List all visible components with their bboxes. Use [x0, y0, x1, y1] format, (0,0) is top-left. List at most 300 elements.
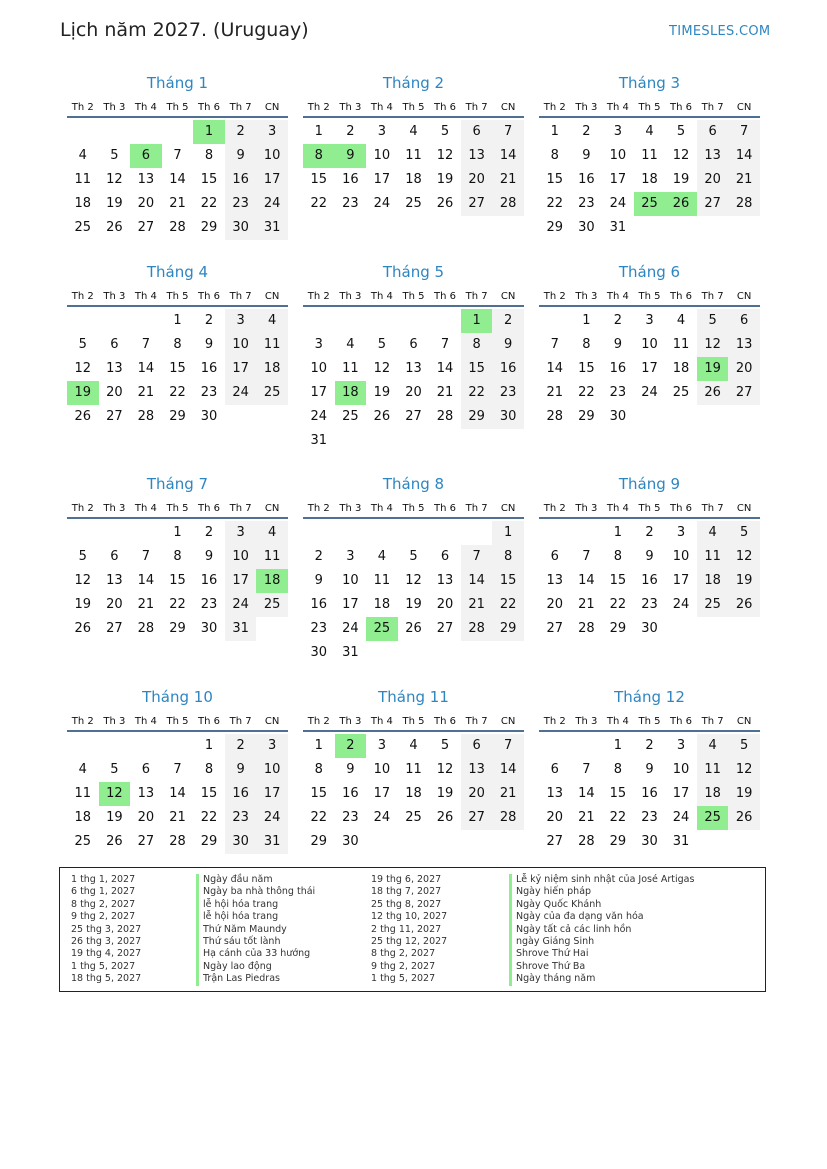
month-title: Tháng 6: [618, 263, 681, 281]
day-cell: 6: [409, 337, 418, 352]
legend-date: 8 thg 2, 2027: [371, 948, 436, 960]
day-cell: 23: [578, 196, 595, 211]
day-cell: 7: [492, 120, 524, 144]
day-cell: 24: [256, 192, 288, 216]
day-cell: 29: [310, 834, 328, 849]
weekday-header: [539, 499, 760, 519]
day-cell: 28: [546, 409, 564, 424]
day-cell: 26: [405, 621, 422, 636]
day-cell: 26: [106, 834, 123, 849]
day-cell: 13: [697, 144, 729, 168]
day-cell: 30: [200, 409, 218, 424]
weekday-label: Th 6: [434, 101, 457, 113]
page-title: Lịch năm 2027. (Uruguay): [60, 19, 309, 41]
day-cell: 18: [74, 810, 92, 825]
day-cell: 27: [137, 834, 155, 849]
day-cell: 12: [373, 361, 391, 376]
day-cell: 27: [137, 220, 155, 235]
day-cell: 10: [672, 762, 690, 777]
day-cell: 5: [697, 309, 729, 333]
weekday-label: Th 2: [543, 290, 566, 302]
day-cell: 15: [546, 172, 564, 187]
weekday-label: Th 4: [606, 290, 629, 302]
day-cell: 6: [110, 549, 119, 564]
day-cell: 17: [225, 357, 257, 381]
legend-date: 1 thg 5, 2027: [371, 973, 436, 985]
day-cell: 14: [546, 361, 564, 376]
weekday-label: Th 5: [638, 502, 661, 514]
day-cell: 24: [342, 621, 359, 636]
day-cell: 26: [436, 810, 454, 825]
day-cell: 18: [641, 172, 658, 187]
day-cell: 19: [106, 196, 123, 211]
empty-cell: [162, 734, 194, 758]
day-cell: 19: [67, 381, 99, 405]
month-block: [67, 73, 288, 240]
day-cell: 23: [310, 621, 328, 636]
day-cell: 27: [405, 409, 422, 424]
day-cell: 2: [645, 738, 654, 753]
day-cell: 18: [335, 381, 367, 405]
day-cell: 26: [106, 220, 123, 235]
empty-cell: [162, 120, 194, 144]
weekday-label: Th 7: [465, 502, 488, 514]
day-cell: 13: [137, 786, 155, 801]
empty-cell: [99, 521, 131, 545]
day-cell: 1: [193, 120, 225, 144]
day-cell: 30: [492, 405, 524, 429]
weekday-label: CN: [500, 502, 516, 514]
day-cell: 5: [728, 521, 760, 545]
day-cell: 30: [641, 834, 658, 849]
day-cell: 8: [582, 337, 591, 352]
day-cell: 22: [200, 196, 218, 211]
month-title: Tháng 1: [146, 74, 209, 92]
day-cell: 3: [645, 313, 654, 328]
legend-holiday-name: Shrove Thứ Ba: [509, 961, 585, 973]
empty-cell: [67, 309, 99, 333]
day-cell: 10: [641, 337, 658, 352]
day-cell: 2: [204, 525, 214, 540]
day-grid: [539, 309, 760, 429]
day-cell: 13: [137, 172, 155, 187]
day-cell: 30: [578, 220, 595, 235]
weekday-label: Th 6: [670, 502, 693, 514]
empty-cell: [130, 734, 162, 758]
brand-link[interactable]: TIMESLES.COM: [669, 24, 771, 39]
day-cell: 14: [169, 172, 186, 187]
weekday-label: Th 6: [198, 101, 221, 113]
weekday-label: Th 3: [339, 715, 362, 727]
empty-cell: [398, 309, 430, 333]
day-cell: 21: [461, 593, 493, 617]
weekday-header: [303, 98, 524, 118]
day-cell: 19: [405, 597, 422, 612]
day-cell: 28: [137, 409, 155, 424]
legend-date: 2 thg 11, 2027: [371, 923, 442, 935]
day-cell: 19: [373, 385, 391, 400]
empty-cell: [539, 521, 571, 545]
weekday-label: Th 7: [229, 502, 252, 514]
day-cell: 25: [405, 196, 422, 211]
day-cell: 23: [225, 806, 257, 830]
empty-cell: [99, 120, 131, 144]
day-cell: 10: [672, 549, 690, 564]
day-cell: 10: [310, 361, 328, 376]
day-cell: 16: [641, 573, 658, 588]
day-cell: 4: [697, 734, 729, 758]
weekday-label: Th 5: [166, 502, 189, 514]
day-cell: 17: [609, 172, 627, 187]
day-cell: 13: [106, 361, 123, 376]
weekday-label: CN: [264, 101, 280, 113]
day-cell: 29: [609, 834, 627, 849]
day-cell: 20: [461, 782, 493, 806]
legend-date: 8 thg 2, 2027: [71, 898, 136, 910]
day-cell: 16: [225, 782, 257, 806]
empty-cell: [303, 521, 335, 545]
day-cell: 21: [492, 168, 524, 192]
day-cell: 18: [672, 361, 690, 376]
day-cell: 19: [697, 357, 729, 381]
day-cell: 28: [169, 220, 186, 235]
day-cell: 4: [346, 337, 355, 352]
weekday-label: Th 6: [670, 715, 693, 727]
day-cell: 14: [578, 573, 595, 588]
day-grid: [67, 120, 288, 240]
day-cell: 9: [613, 337, 623, 352]
legend-holiday-name: Ngày của đa dạng văn hóa: [509, 911, 644, 923]
empty-cell: [366, 309, 398, 333]
legend-date: 25 thg 8, 2027: [371, 898, 442, 910]
day-cell: 30: [342, 834, 359, 849]
day-cell: 9: [225, 144, 257, 168]
day-cell: 29: [492, 617, 524, 641]
day-cell: 24: [225, 381, 257, 405]
day-cell: 23: [342, 196, 359, 211]
day-cell: 27: [697, 192, 729, 216]
weekday-label: Th 4: [606, 715, 629, 727]
day-cell: 17: [342, 597, 359, 612]
weekday-label: Th 3: [339, 290, 362, 302]
weekday-label: Th 4: [370, 715, 393, 727]
weekday-header: [67, 287, 288, 307]
weekday-header: [303, 712, 524, 732]
empty-cell: [539, 309, 571, 333]
weekday-label: Th 4: [134, 502, 157, 514]
day-cell: 28: [492, 806, 524, 830]
day-cell: 9: [346, 762, 355, 777]
day-cell: 3: [256, 120, 288, 144]
legend-date: 1 thg 5, 2027: [71, 960, 136, 972]
day-cell: 10: [609, 148, 627, 163]
day-cell: 6: [461, 120, 493, 144]
day-cell: 28: [728, 192, 760, 216]
legend-date: 12 thg 10, 2027: [371, 911, 448, 923]
day-cell: 11: [697, 758, 729, 782]
day-cell: 17: [256, 168, 288, 192]
day-cell: 10: [256, 758, 288, 782]
weekday-label: CN: [736, 502, 752, 514]
day-cell: 12: [99, 782, 131, 806]
day-cell: 3: [346, 549, 355, 564]
legend-date: 18 thg 7, 2027: [371, 886, 442, 898]
day-cell: 25: [74, 220, 92, 235]
day-cell: 1: [613, 738, 623, 753]
day-cell: 30: [200, 621, 218, 636]
day-cell: 27: [546, 834, 564, 849]
day-cell: 28: [137, 621, 155, 636]
weekday-label: Th 3: [575, 502, 598, 514]
day-cell: 14: [492, 758, 524, 782]
weekday-header: [303, 499, 524, 519]
legend-date: 26 thg 3, 2027: [71, 936, 142, 947]
day-cell: 25: [405, 810, 422, 825]
empty-cell: [99, 734, 131, 758]
weekday-label: Th 7: [229, 715, 252, 727]
weekday-label: Th 7: [465, 715, 488, 727]
weekday-header: [67, 499, 288, 519]
day-cell: 23: [641, 597, 658, 612]
day-cell: 20: [436, 597, 454, 612]
weekday-label: CN: [500, 715, 516, 727]
day-grid: [539, 120, 760, 240]
day-cell: 15: [310, 786, 328, 801]
day-cell: 1: [492, 521, 524, 545]
weekday-label: Th 4: [134, 715, 157, 727]
month-block: [539, 687, 760, 854]
day-cell: 11: [74, 172, 92, 187]
day-cell: 12: [405, 573, 422, 588]
day-cell: 25: [256, 593, 288, 617]
month-title: Tháng 2: [382, 74, 445, 92]
day-cell: 3: [225, 309, 257, 333]
legend-date: 25 thg 3, 2027: [71, 923, 142, 935]
day-cell: 14: [728, 144, 760, 168]
weekday-label: Th 2: [71, 101, 94, 113]
day-cell: 27: [728, 381, 760, 405]
day-cell: 24: [225, 593, 257, 617]
day-cell: 31: [609, 220, 627, 235]
day-cell: 13: [461, 758, 493, 782]
weekday-label: Th 5: [402, 290, 425, 302]
empty-cell: [130, 120, 162, 144]
day-cell: 8: [173, 549, 182, 564]
day-cell: 2: [225, 120, 257, 144]
day-cell: 3: [377, 738, 387, 753]
weekday-label: Th 2: [543, 502, 566, 514]
day-cell: 6: [440, 549, 450, 564]
day-cell: 30: [225, 216, 257, 240]
month-title: Tháng 8: [382, 475, 445, 493]
day-cell: 15: [609, 786, 627, 801]
legend-holiday-name: Ngày tất cả các linh hồn: [509, 924, 631, 936]
weekday-label: CN: [500, 290, 516, 302]
day-cell: 27: [106, 409, 123, 424]
legend-date: 19 thg 4, 2027: [71, 948, 142, 960]
month-title: Tháng 9: [618, 475, 681, 493]
legend-holiday-name: ngày Giáng Sinh: [509, 936, 594, 948]
day-grid: [539, 734, 760, 854]
legend-holiday-name: Ngày đầu năm: [196, 874, 273, 886]
weekday-label: Th 7: [229, 290, 252, 302]
weekday-label: Th 5: [166, 101, 189, 113]
weekday-label: Th 5: [402, 101, 425, 113]
day-cell: 29: [461, 405, 493, 429]
day-grid: [303, 734, 524, 854]
day-cell: 22: [546, 196, 564, 211]
day-cell: 22: [609, 810, 627, 825]
day-cell: 7: [173, 762, 182, 777]
day-cell: 26: [697, 381, 729, 405]
day-cell: 9: [645, 549, 654, 564]
day-cell: 4: [676, 313, 686, 328]
day-cell: 1: [173, 313, 182, 328]
day-cell: 15: [200, 786, 218, 801]
day-cell: 13: [728, 333, 760, 357]
day-cell: 12: [74, 361, 92, 376]
weekday-label: Th 4: [134, 101, 157, 113]
day-cell: 23: [609, 385, 627, 400]
day-cell: 18: [697, 782, 729, 806]
day-cell: 16: [200, 361, 218, 376]
day-cell: 1: [550, 124, 559, 139]
day-cell: 17: [672, 573, 690, 588]
day-cell: 21: [436, 385, 454, 400]
day-cell: 22: [169, 597, 186, 612]
legend-holiday-name: Thứ sáu tốt lành: [196, 936, 280, 948]
day-cell: 18: [256, 357, 288, 381]
day-cell: 2: [225, 734, 257, 758]
day-cell: 20: [461, 168, 493, 192]
day-cell: 3: [676, 525, 686, 540]
empty-cell: [130, 309, 162, 333]
day-cell: 4: [409, 124, 418, 139]
weekday-label: Th 2: [307, 101, 330, 113]
day-cell: 15: [200, 172, 218, 187]
day-cell: 8: [204, 148, 214, 163]
weekday-label: Th 5: [638, 290, 661, 302]
day-cell: 5: [728, 734, 760, 758]
weekday-label: Th 5: [402, 502, 425, 514]
day-cell: 23: [342, 810, 359, 825]
day-cell: 25: [672, 385, 690, 400]
day-cell: 9: [314, 573, 323, 588]
day-cell: 6: [728, 309, 760, 333]
day-cell: 8: [613, 762, 623, 777]
legend-holiday-name: Ngày ba nhà thông thái: [196, 886, 315, 898]
legend-holiday-name: Hạ cánh của 33 hướng: [196, 948, 310, 960]
day-cell: 2: [346, 124, 355, 139]
day-cell: 21: [169, 810, 186, 825]
weekday-label: Th 4: [370, 502, 393, 514]
day-cell: 18: [405, 786, 422, 801]
day-cell: 3: [225, 521, 257, 545]
day-cell: 11: [641, 148, 658, 163]
month-title: Tháng 5: [382, 263, 445, 281]
day-cell: 13: [405, 361, 422, 376]
day-cell: 17: [256, 782, 288, 806]
day-cell: 16: [609, 361, 627, 376]
day-cell: 26: [74, 409, 92, 424]
day-cell: 5: [110, 148, 119, 163]
day-cell: 14: [461, 569, 493, 593]
day-cell: 20: [106, 597, 123, 612]
day-cell: 29: [169, 621, 186, 636]
day-cell: 4: [78, 762, 87, 777]
day-cell: 20: [106, 385, 123, 400]
day-cell: 27: [461, 806, 493, 830]
empty-cell: [571, 734, 603, 758]
day-cell: 9: [225, 758, 257, 782]
day-cell: 16: [200, 573, 218, 588]
day-cell: 20: [546, 597, 564, 612]
day-cell: 9: [335, 144, 367, 168]
weekday-label: Th 5: [166, 715, 189, 727]
legend-holiday-name: Ngày hiến pháp: [509, 886, 591, 898]
day-grid: [67, 521, 288, 641]
day-cell: 31: [256, 216, 288, 240]
legend-holiday-name: Ngày tháng năm: [509, 973, 595, 985]
day-cell: 8: [314, 762, 323, 777]
day-cell: 24: [672, 597, 690, 612]
day-cell: 15: [492, 569, 524, 593]
weekday-label: Th 2: [307, 290, 330, 302]
day-cell: 17: [225, 569, 257, 593]
day-cell: 25: [342, 409, 359, 424]
day-cell: 30: [609, 409, 627, 424]
day-cell: 22: [578, 385, 595, 400]
day-cell: 19: [436, 786, 454, 801]
day-cell: 23: [492, 381, 524, 405]
weekday-label: CN: [264, 715, 280, 727]
day-cell: 9: [492, 333, 524, 357]
day-grid: [303, 521, 524, 665]
day-cell: 11: [405, 762, 422, 777]
day-cell: 6: [130, 144, 162, 168]
weekday-label: Th 4: [606, 502, 629, 514]
day-cell: 16: [492, 357, 524, 381]
legend-holiday-name: Lễ kỷ niệm sinh nhật của José Artigas: [509, 874, 694, 886]
day-cell: 6: [697, 120, 729, 144]
weekday-label: Th 2: [71, 502, 94, 514]
empty-cell: [429, 309, 461, 333]
day-cell: 16: [310, 597, 328, 612]
day-cell: 10: [373, 148, 391, 163]
day-cell: 29: [169, 409, 186, 424]
day-cell: 28: [461, 617, 493, 641]
day-cell: 25: [74, 834, 92, 849]
day-cell: 21: [728, 168, 760, 192]
day-cell: 25: [697, 593, 729, 617]
day-cell: 29: [200, 834, 218, 849]
weekday-label: Th 3: [103, 101, 126, 113]
day-cell: 18: [697, 569, 729, 593]
day-cell: 16: [641, 786, 658, 801]
weekday-label: CN: [736, 715, 752, 727]
day-cell: 22: [609, 597, 627, 612]
legend-date: 25 thg 12, 2027: [371, 936, 448, 947]
empty-cell: [335, 521, 367, 545]
day-cell: 11: [373, 573, 391, 588]
legend-date: 6 thg 1, 2027: [71, 886, 136, 898]
weekday-label: Th 2: [307, 502, 330, 514]
day-cell: 22: [492, 593, 524, 617]
day-cell: 10: [225, 333, 257, 357]
weekday-label: Th 3: [575, 290, 598, 302]
day-cell: 14: [137, 573, 155, 588]
day-cell: 12: [436, 148, 454, 163]
